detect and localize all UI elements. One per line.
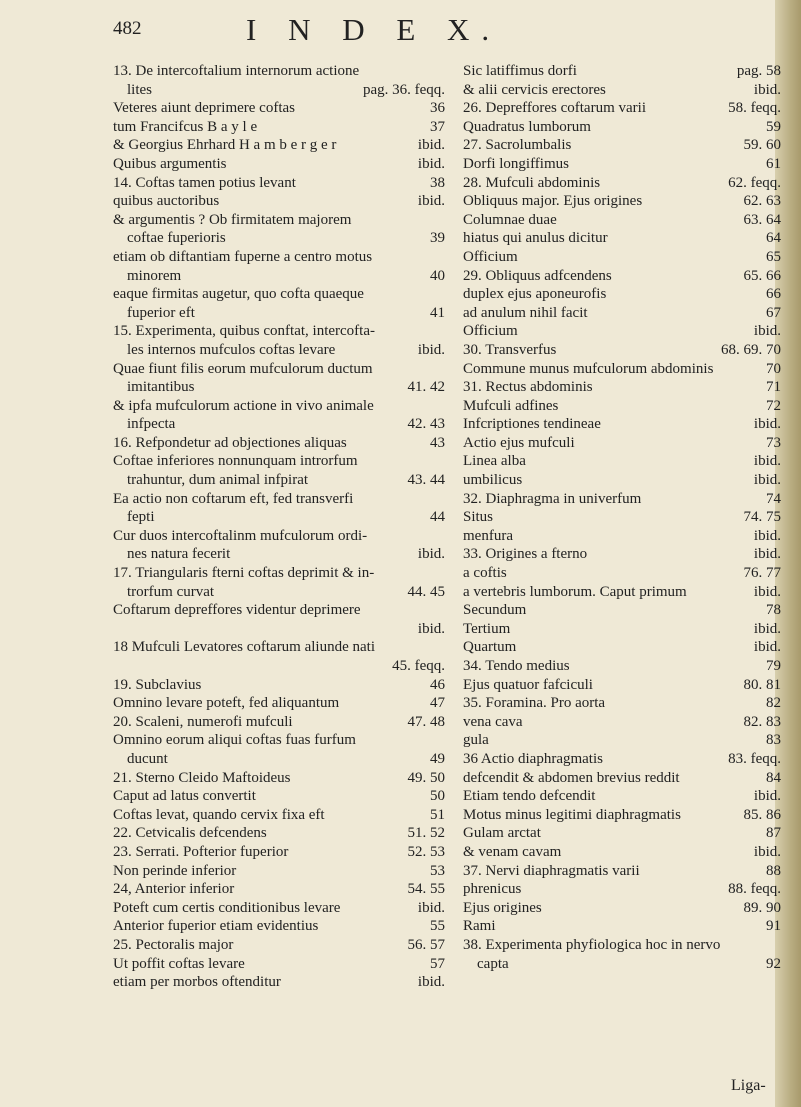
entry-page-ref: 41 xyxy=(430,304,445,321)
entry-text: 33. Origines a fterno xyxy=(463,546,588,563)
entry-text: & ipfa mufculorum actione in vivo animale xyxy=(113,397,374,414)
index-entry xyxy=(463,824,781,843)
index-entry xyxy=(113,713,445,732)
entry-page-ref: 42. 43 xyxy=(407,416,445,433)
entry-text: Obliquus major. Ejus origines xyxy=(463,193,643,210)
index-entry xyxy=(463,694,781,713)
entry-page-ref: 37 xyxy=(430,118,445,135)
entry-text: & alii cervicis erectores xyxy=(463,81,606,98)
entry-text: 14. Coftas tamen potius levant xyxy=(113,174,296,191)
index-entry xyxy=(463,917,781,936)
index-entry xyxy=(113,862,445,881)
entry-text: capta xyxy=(477,955,509,972)
index-entry xyxy=(113,452,445,489)
entry-text: 19. Subclavius xyxy=(113,676,202,693)
entry-text: fuperior eft xyxy=(127,304,195,321)
index-entry xyxy=(463,545,781,564)
entry-page-ref: ibid. xyxy=(753,639,781,656)
entry-page-ref: 40 xyxy=(430,267,445,284)
index-entry xyxy=(463,99,781,118)
index-entry xyxy=(113,973,445,992)
index-entry xyxy=(463,490,781,509)
entry-text: quibus auctoribus xyxy=(113,193,220,210)
index-entry xyxy=(113,955,445,974)
index-entry xyxy=(463,936,781,973)
index-entry xyxy=(463,378,781,397)
entry-text: 37. Nervi diaphragmatis varii xyxy=(463,862,640,879)
entry-text: Actio ejus mufculi xyxy=(463,434,575,451)
entry-text: Linea alba xyxy=(463,453,526,470)
index-entry xyxy=(463,508,781,527)
index-entry xyxy=(463,731,781,750)
entry-page-ref: 76. 77 xyxy=(743,565,781,582)
entry-text: etiam ob diftantiam fuperne a centro motus xyxy=(113,248,373,265)
entry-page-ref: ibid. xyxy=(753,788,781,805)
entry-text: a coftis xyxy=(463,565,507,582)
entry-text: Infcriptiones tendineae xyxy=(463,416,601,433)
index-entry xyxy=(113,787,445,806)
entry-page-ref: 71 xyxy=(766,379,781,396)
entry-text: infpecta xyxy=(127,416,176,433)
entry-page-ref: 83 xyxy=(766,732,781,749)
entry-page-ref: 65 xyxy=(766,248,781,265)
entry-text: Poteft cum certis conditionibus levare xyxy=(113,899,341,916)
entry-text: 30. Transverfus xyxy=(463,341,557,358)
entry-page-ref: 85. 86 xyxy=(743,806,781,823)
index-entry xyxy=(113,880,445,899)
entry-page-ref: 56. 57 xyxy=(407,936,445,953)
entry-page-ref: 74. 75 xyxy=(743,509,781,526)
entry-page-ref: 73 xyxy=(766,434,781,451)
entry-text: Quae fiunt filis eorum mufculorum ductum xyxy=(113,360,373,377)
entry-text: Commune munus mufculorum abdominis xyxy=(463,360,714,377)
entry-page-ref: 45. feqq. xyxy=(392,658,445,674)
entry-page-ref: 55 xyxy=(430,918,445,935)
index-entry xyxy=(113,638,445,675)
index-entry xyxy=(113,211,445,248)
entry-page-ref: pag. 58 xyxy=(736,63,781,79)
entry-page-ref: 88. feqq. xyxy=(728,881,781,898)
entry-text: Ut poffit coftas levare xyxy=(113,955,245,972)
index-entry xyxy=(463,843,781,862)
entry-text: Ejus origines xyxy=(463,899,542,916)
index-entry xyxy=(463,192,781,211)
entry-text: Etiam tendo defcendit xyxy=(463,788,596,805)
entry-page-ref: ibid. xyxy=(753,620,781,637)
entry-page-ref: 54. 55 xyxy=(407,881,445,898)
entry-page-ref: 72 xyxy=(766,397,781,414)
entry-text: & Georgius Ehrhard H a m b e r g e r xyxy=(113,137,337,154)
entry-page-ref: 65. 66 xyxy=(743,267,781,284)
index-entry xyxy=(113,155,445,174)
catchword: Liga- xyxy=(731,1077,766,1094)
entry-text: 35. Foramina. Pro aorta xyxy=(463,695,606,712)
index-entry xyxy=(463,174,781,193)
entry-text: imitantibus xyxy=(127,379,195,396)
entry-text: 38. Experimenta phyfiologica hoc in nervo xyxy=(463,936,721,953)
entry-text: fepti xyxy=(127,509,155,526)
entry-page-ref: 61 xyxy=(766,155,781,172)
entry-text: trorfum curvat xyxy=(127,583,215,600)
entry-text: tum Francifcus B a y l e xyxy=(113,118,258,135)
entry-text: Omnino eorum aliqui coftas fuas furfum xyxy=(113,732,356,749)
index-entry xyxy=(463,899,781,918)
index-entry xyxy=(463,248,781,267)
entry-text: etiam per morbos oftenditur xyxy=(113,974,281,991)
entry-text: 15. Experimenta, quibus conftat, intercofta- xyxy=(113,323,375,340)
entry-page-ref: 51. 52 xyxy=(407,825,445,842)
index-entry xyxy=(113,564,445,601)
index-entry xyxy=(113,322,445,359)
entry-text: Non perinde inferior xyxy=(113,862,237,879)
entry-text: umbilicus xyxy=(463,472,523,489)
entry-page-ref: 64 xyxy=(766,230,781,247)
entry-page-ref: 57 xyxy=(430,955,445,972)
entry-page-ref: 83. feqq. xyxy=(728,750,781,767)
entry-page-ref: 38 xyxy=(430,174,445,191)
entry-page-ref: 80. 81 xyxy=(743,676,781,693)
index-entry xyxy=(113,694,445,713)
entry-text: Secundum xyxy=(463,602,527,619)
entry-text: vena cava xyxy=(463,713,523,730)
index-entry xyxy=(113,136,445,155)
index-entry xyxy=(113,843,445,862)
entry-page-ref: 52. 53 xyxy=(407,843,445,860)
entry-page-ref: 44 xyxy=(430,509,445,526)
index-entry xyxy=(113,174,445,193)
entry-text: 16. Refpondetur ad objectiones aliquas xyxy=(113,434,347,451)
index-entry xyxy=(463,471,781,490)
entry-page-ref: ibid. xyxy=(417,155,445,172)
index-entry xyxy=(463,601,781,620)
entry-text: Tertium xyxy=(463,620,511,637)
entry-page-ref: 92 xyxy=(766,955,781,972)
index-entry xyxy=(463,583,781,602)
entry-page-ref: ibid. xyxy=(417,974,445,991)
index-entry xyxy=(463,713,781,732)
entry-text: 21. Sterno Cleido Maftoideus xyxy=(113,769,291,786)
entry-text: eaque firmitas augetur, quo cofta quaeque xyxy=(113,286,364,303)
entry-text: Omnino levare poteft, fed aliquantum xyxy=(113,695,340,712)
entry-page-ref: ibid. xyxy=(753,81,781,98)
entry-page-ref: 43 xyxy=(430,434,445,451)
entry-page-ref: 89. 90 xyxy=(743,899,781,916)
entry-page-ref: 66 xyxy=(766,286,781,303)
entry-text: Anterior fuperior etiam evidentius xyxy=(113,918,319,935)
index-entry xyxy=(113,936,445,955)
index-entry xyxy=(463,360,781,379)
entry-page-ref: 39 xyxy=(430,230,445,247)
entry-page-ref: 62. feqq. xyxy=(728,174,781,191)
entry-text: Officium xyxy=(463,323,518,340)
entry-text: 20. Scaleni, numerofi mufculi xyxy=(113,713,293,730)
index-entry xyxy=(463,806,781,825)
entry-page-ref: 53 xyxy=(430,862,445,879)
entry-page-ref: 87 xyxy=(766,825,781,842)
index-entry xyxy=(113,192,445,211)
entry-text: Quartum xyxy=(463,639,517,656)
entry-page-ref: 43. 44 xyxy=(407,472,445,489)
running-head: I N D E X. xyxy=(246,12,502,47)
entry-text: Quadratus lumborum xyxy=(463,118,591,135)
entry-text: hiatus qui anulus dicitur xyxy=(463,230,608,247)
index-entry xyxy=(463,118,781,137)
entry-text: les internos mufculos coftas levare xyxy=(127,341,336,358)
entry-page-ref: 82 xyxy=(766,695,781,712)
index-entry xyxy=(463,341,781,360)
entry-text: Motus minus legitimi diaphragmatis xyxy=(463,806,681,823)
entry-page-ref: 59. 60 xyxy=(743,137,781,154)
index-entry xyxy=(463,862,781,881)
index-entry xyxy=(463,62,781,81)
entry-page-ref: 68. 69. 70 xyxy=(721,341,781,358)
entry-text: Caput ad latus convertit xyxy=(113,788,256,805)
index-entry xyxy=(463,415,781,434)
entry-page-ref: 79 xyxy=(766,658,781,674)
entry-page-ref: 74 xyxy=(766,490,781,507)
entry-text: Rami xyxy=(463,918,496,935)
entry-page-ref: 62. 63 xyxy=(743,193,781,210)
index-entry xyxy=(113,62,445,99)
index-entry xyxy=(463,527,781,546)
entry-page-ref: 47. 48 xyxy=(407,713,445,730)
entry-text: 18 Mufculi Levatores coftarum aliunde nati xyxy=(113,639,375,656)
entry-page-ref: 41. 42 xyxy=(407,379,445,396)
entry-text: 31. Rectus abdominis xyxy=(463,379,593,396)
index-entry xyxy=(463,750,781,769)
entry-page-ref: ibid. xyxy=(753,323,781,340)
index-entry xyxy=(463,452,781,471)
entry-page-ref: 70 xyxy=(766,360,781,377)
page-number: 482 xyxy=(113,18,142,39)
entry-page-ref: 82. 83 xyxy=(743,713,781,730)
entry-page-ref: 63. 64 xyxy=(743,211,781,228)
index-entry xyxy=(463,229,781,248)
entry-text: Coftae inferiores nonnunquam introrfum xyxy=(113,453,358,470)
entry-page-ref: ibid. xyxy=(753,583,781,600)
right-column xyxy=(463,62,781,973)
entry-page-ref: ibid. xyxy=(417,620,445,637)
entry-text: coftae fuperioris xyxy=(127,230,226,247)
entry-text: lites xyxy=(127,81,152,98)
entry-text: 34. Tendo medius xyxy=(463,658,570,674)
entry-page-ref: ibid. xyxy=(753,453,781,470)
index-entry xyxy=(463,267,781,286)
entry-text: Officium xyxy=(463,248,518,265)
entry-text: a vertebris lumborum. Caput primum xyxy=(463,583,687,600)
entry-text: 27. Sacrolumbalis xyxy=(463,137,572,154)
index-entry xyxy=(463,155,781,174)
left-column xyxy=(113,62,445,992)
entry-text: Veteres aiunt deprimere coftas xyxy=(113,100,295,117)
index-entry xyxy=(463,620,781,639)
entry-page-ref: 67 xyxy=(766,304,781,321)
entry-text: Cur duos intercoftalinm mufculorum ordi- xyxy=(113,527,368,544)
entry-text: & venam cavam xyxy=(463,843,562,860)
entry-page-ref: 88 xyxy=(766,862,781,879)
entry-text: Situs xyxy=(463,509,494,526)
entry-text: 23. Serrati. Pofterior fuperior xyxy=(113,843,289,860)
entry-text: 13. De intercoftalium internorum actione xyxy=(113,63,360,79)
entry-page-ref: 91 xyxy=(766,918,781,935)
entry-page-ref: 46 xyxy=(430,676,445,693)
entry-page-ref: ibid. xyxy=(417,899,445,916)
entry-text: menfura xyxy=(463,527,513,544)
index-entry xyxy=(113,118,445,137)
index-entry xyxy=(463,136,781,155)
entry-page-ref: ibid. xyxy=(417,546,445,563)
entry-text: Mufculi adfines xyxy=(463,397,559,414)
entry-text: Columnae duae xyxy=(463,211,557,228)
entry-page-ref: ibid. xyxy=(417,193,445,210)
entry-page-ref: ibid. xyxy=(753,546,781,563)
index-entry xyxy=(113,676,445,695)
entry-page-ref: ibid. xyxy=(753,472,781,489)
entry-page-ref: ibid. xyxy=(753,527,781,544)
entry-text: ducunt xyxy=(127,750,168,767)
index-entry xyxy=(113,899,445,918)
entry-page-ref: ibid. xyxy=(753,843,781,860)
entry-page-ref: ibid. xyxy=(417,341,445,358)
index-entry xyxy=(113,769,445,788)
entry-page-ref: pag. 36. feqq. xyxy=(362,81,445,98)
entry-page-ref: ibid. xyxy=(753,416,781,433)
entry-page-ref: ibid. xyxy=(417,137,445,154)
index-entry xyxy=(463,397,781,416)
entry-text: 32. Diaphragma in univerfum xyxy=(463,490,642,507)
index-entry xyxy=(463,285,781,304)
entry-text: Ejus quatuor fafciculi xyxy=(463,676,593,693)
index-entry xyxy=(463,880,781,899)
entry-text: Ea actio non coftarum eft, fed transverfi xyxy=(113,490,354,507)
index-entry xyxy=(113,601,445,638)
entry-text: Dorfi longiffimus xyxy=(463,155,569,172)
entry-text: Coftas levat, quando cervix fixa eft xyxy=(113,806,325,823)
entry-text: defcendit & abdomen brevius reddit xyxy=(463,769,680,786)
entry-page-ref: 84 xyxy=(766,769,781,786)
index-entry xyxy=(463,787,781,806)
entry-text: 29. Obliquus adfcendens xyxy=(463,267,612,284)
index-entry xyxy=(113,490,445,527)
index-entry xyxy=(113,248,445,285)
entry-text: 25. Pectoralis major xyxy=(113,936,234,953)
index-entry xyxy=(113,360,445,397)
index-entry xyxy=(463,81,781,100)
index-entry xyxy=(113,397,445,434)
index-entry xyxy=(113,731,445,768)
entry-text: gula xyxy=(463,732,489,749)
index-entry xyxy=(113,434,445,453)
entry-text: Coftarum depreffores videntur deprimere xyxy=(113,602,361,619)
index-entry xyxy=(113,285,445,322)
index-entry xyxy=(113,806,445,825)
entry-text: ad anulum nihil facit xyxy=(463,304,588,321)
index-entry xyxy=(463,322,781,341)
entry-text: 17. Triangularis fterni coftas deprimit & in- xyxy=(113,565,375,582)
entry-page-ref: 49. 50 xyxy=(407,769,445,786)
entry-text: phrenicus xyxy=(463,881,522,898)
entry-page-ref: 47 xyxy=(430,695,445,712)
entry-text: 24, Anterior inferior xyxy=(113,881,235,898)
index-entry xyxy=(463,769,781,788)
entry-text: Sic latiffimus dorfi xyxy=(463,63,577,79)
entry-text: trahuntur, dum animal infpirat xyxy=(127,472,309,489)
entry-text: 26. Depreffores coftarum varii xyxy=(463,100,646,117)
index-entry xyxy=(113,99,445,118)
index-entry xyxy=(463,304,781,323)
index-entry xyxy=(463,657,781,676)
index-entry xyxy=(463,638,781,657)
index-entry xyxy=(113,917,445,936)
entry-page-ref: 78 xyxy=(766,602,781,619)
entry-text: 28. Mufculi abdominis xyxy=(463,174,601,191)
entry-page-ref: 59 xyxy=(766,118,781,135)
entry-page-ref: 51 xyxy=(430,806,445,823)
index-entry xyxy=(113,824,445,843)
entry-text: Quibus argumentis xyxy=(113,155,227,172)
entry-text: 22. Cetvicalis defcendens xyxy=(113,825,267,842)
index-entry xyxy=(463,676,781,695)
entry-page-ref: 58. feqq. xyxy=(728,100,781,117)
entry-text: Gulam arctat xyxy=(463,825,541,842)
entry-page-ref: 44. 45 xyxy=(407,583,445,600)
entry-text: minorem xyxy=(127,267,182,284)
entry-text: nes natura fecerit xyxy=(127,546,231,563)
entry-page-ref: 50 xyxy=(430,788,445,805)
entry-text: & argumentis ? Ob firmitatem majorem xyxy=(113,211,352,228)
entry-text: 36 Actio diaphragmatis xyxy=(463,750,603,767)
entry-page-ref: 36 xyxy=(430,100,445,117)
index-entry xyxy=(113,527,445,564)
index-entry xyxy=(463,211,781,230)
index-entry xyxy=(463,434,781,453)
index-entry xyxy=(463,564,781,583)
entry-page-ref: 49 xyxy=(430,750,445,767)
entry-text: duplex ejus aponeurofis xyxy=(463,286,607,303)
